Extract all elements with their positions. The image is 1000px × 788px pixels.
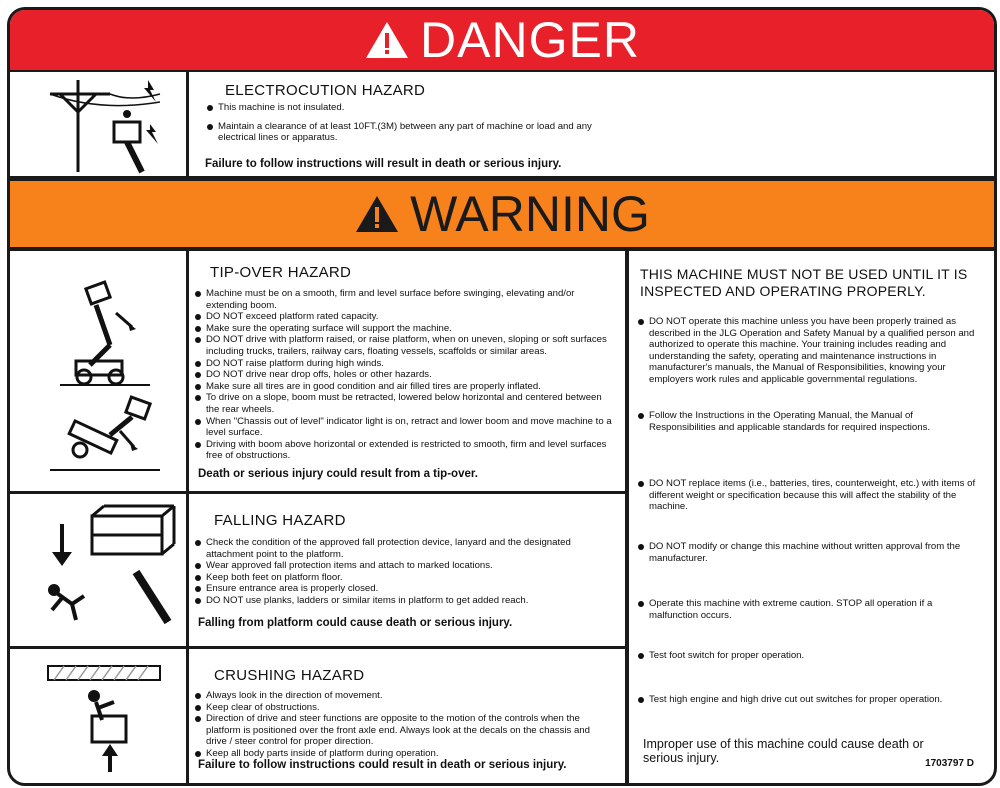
tipover-title: TIP-OVER HAZARD [210,264,352,281]
falling-icon [32,502,182,640]
safety-decal [7,7,997,786]
right-panel-item: DO NOT modify or change this machine without written approval from the manufacturer. [636,541,979,564]
right-panel-item: DO NOT operate this machine unless you have been properly trained as described in the JLG Operation and Safety Manual by a qualified person and authorized to operate this machine. Your training includes reading and understanding the safety, operating and maintenance instructions in manufacturer's manuals, the Manual of Responsibilities, knowing your employers work rules and applicable governmental regulations. [636,316,979,386]
tipover-consequence: Death or serious injury could result from a tip-over. [198,468,478,480]
list-item: Keep both feet on platform floor. [193,572,593,584]
right-panel-item: Follow the Instructions in the Operating Manual, the Manual of Responsibilities and applicable standards for required inspections. [636,410,979,433]
right-panel-item: Test foot switch for proper operation. [636,650,979,662]
list-item: When "Chassis out of level" indicator light is on, retract and lower boom and move machine to a level surface. [193,416,613,439]
list-item: DO NOT exceed platform rated capacity. [193,311,613,323]
warning-header [10,181,994,247]
falling-title: FALLING HAZARD [214,512,346,529]
electrocution-bullets [205,102,625,144]
list-item: Wear approved fall protection items and attach to marked locations. [193,560,593,572]
right-panel-item: Test high engine and high drive cut out switches for proper operation. [636,694,979,706]
list-item: To drive on a slope, boom must be retracted, lowered below horizontal and centered between the rear wheels. [193,392,613,415]
list-item: DO NOT drive near drop offs, holes or other hazards. [193,369,613,381]
warning-triangle-icon [354,194,400,234]
crushing-consequence: Failure to follow instructions could result in death or serious injury. [198,759,567,771]
warning-triangle-icon [364,20,410,60]
list-item: Make sure all tires are in good condition and air filled tires are properly inflated. [193,381,613,393]
crushing-bullets [193,690,593,760]
list-item: Make sure the operating surface will support the machine. [193,323,613,335]
warning-label: WARNING [410,186,650,242]
danger-label: DANGER [420,12,640,68]
part-number: 1703797 D [925,758,974,769]
list-item: Check the condition of the approved fall protection device, lanyard and the designated attachment point to the platform. [193,537,593,560]
list-item: DO NOT drive with platform raised, or raise platform, when on uneven, sloping or soft surfaces including trucks, trailers, railway cars, floating vessels, scaffolds or similar areas. [193,334,613,357]
tipover-icon [40,265,180,485]
falling-bullets [193,537,593,607]
electrocution-consequence: Failure to follow instructions will result in death or serious injury. [205,158,562,170]
list-item: Machine must be on a smooth, firm and level surface before swinging, elevating and/or extending boom. [193,288,613,311]
list-item: Maintain a clearance of at least 10FT.(3M) between any part of machine or load and any electrical lines or apparatus. [205,121,625,144]
crushing-title: CRUSHING HAZARD [214,667,365,684]
electrocution-icon [30,72,180,180]
list-item: Keep all body parts inside of platform during operation. [193,748,593,760]
list-item: Direction of drive and steer functions are opposite to the motion of the controls when the platform is positioned over the front axle end. Always look at the decals on the chassis and drive / steer control for proper direction. [193,713,593,748]
right-panel-item: Operate this machine with extreme caution. STOP all operation if a malfunction occurs. [636,598,979,621]
danger-header [10,10,994,70]
list-item: DO NOT raise platform during high winds. [193,358,613,370]
list-item: Driving with boom above horizontal or extended is restricted to smooth, firm and level surfaces free of obstructions. [193,439,613,462]
right-panel-title: THIS MACHINE MUST NOT BE USED UNTIL IT IS INSPECTED AND OPERATING PROPERLY. [640,266,968,299]
list-item: This machine is not insulated. [205,102,625,114]
list-item: Always look in the direction of movement. [193,690,593,702]
tipover-bullets [193,288,613,462]
electrocution-title: ELECTROCUTION HAZARD [225,82,426,99]
right-panel-consequence: Improper use of this machine could cause death or serious injury. [643,737,924,765]
right-panel-item: DO NOT replace items (i.e., batteries, tires, counterweight, etc.) with items of different weight or specification because this will affect the stability of the machine. [636,478,979,513]
list-item: Keep clear of obstructions. [193,702,593,714]
list-item: DO NOT use planks, ladders or similar items in platform to get added reach. [193,595,593,607]
falling-consequence: Falling from platform could cause death or serious injury. [198,617,513,629]
crushing-icon [44,662,184,774]
list-item: Ensure entrance area is properly closed. [193,583,593,595]
